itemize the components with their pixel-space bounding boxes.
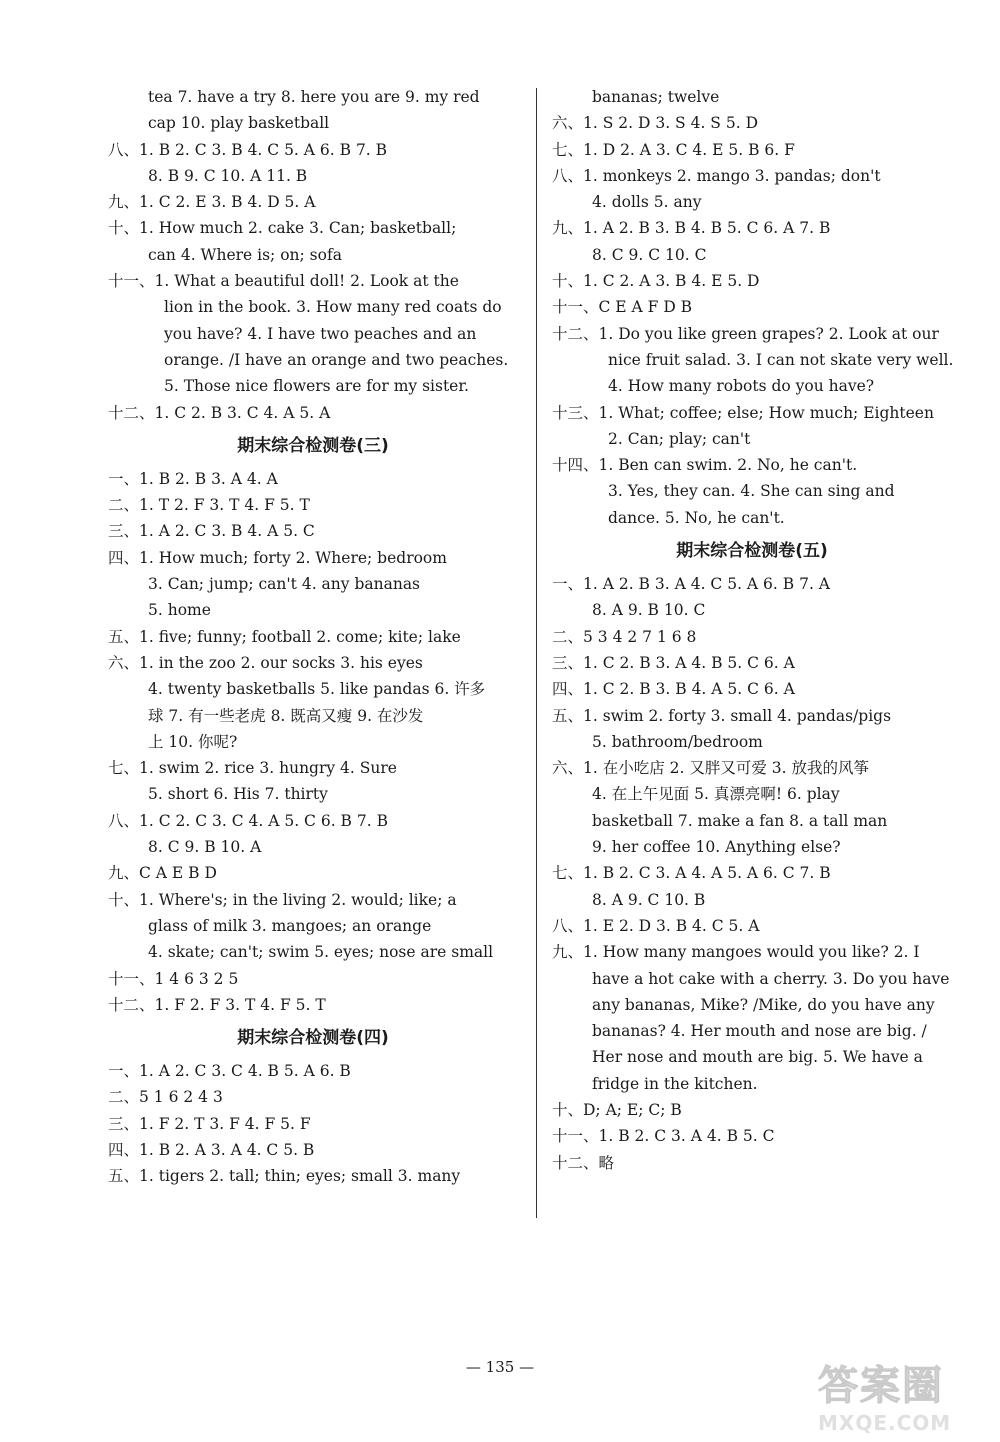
- answer-line: fridge in the kitchen.: [592, 1074, 758, 1093]
- answer-line: 8. A 9. C 10. B: [592, 890, 706, 909]
- answer-line: have a hot cake with a cherry. 3. Do you have: [592, 969, 950, 988]
- answer-line: 五、1. tigers 2. tall; thin; eyes; small 3. many: [108, 1167, 461, 1186]
- answer-line: 五、1. five; funny; football 2. come; kite; lake: [108, 627, 461, 646]
- answer-line: 一、1. A 2. C 3. C 4. B 5. A 6. B: [108, 1062, 351, 1081]
- watermark-chinese: 答案圈: [818, 1363, 944, 1409]
- answer-line: basketball 7. make a fan 8. a tall man: [592, 811, 888, 830]
- answer-line: 二、5 1 6 2 4 3: [108, 1088, 223, 1107]
- column-divider: [536, 88, 537, 1218]
- answer-line: 5. Those nice flowers are for my sister.: [164, 377, 469, 396]
- answer-line: 9. her coffee 10. Anything else?: [592, 838, 841, 857]
- watermark-logo: [818, 1354, 988, 1435]
- answer-line: lion in the book. 3. How many red coats do: [164, 298, 502, 317]
- answer-line: 4. twenty basketballs 5. like pandas 6. 许多: [148, 680, 486, 699]
- answer-line: 十三、1. What; coffee; else; How much; Eighteen: [552, 403, 934, 422]
- answer-line: 二、5 3 4 2 7 1 6 8: [552, 627, 697, 646]
- answer-line: 十一、1. B 2. C 3. A 4. B 5. C: [552, 1127, 775, 1146]
- answer-line: 4. dolls 5. any: [592, 193, 702, 212]
- answer-line: 六、1. in the zoo 2. our socks 3. his eyes: [108, 653, 423, 672]
- answer-line: 8. C 9. B 10. A: [148, 838, 262, 857]
- answer-line: 六、1. 在小吃店 2. 又胖又可爱 3. 放我的风筝: [552, 759, 870, 778]
- answer-line: 八、1. E 2. D 3. B 4. C 5. A: [552, 916, 760, 935]
- answer-line: 十一、1 4 6 3 2 5: [108, 969, 239, 988]
- answer-line: 二、1. T 2. F 3. T 4. F 5. T: [108, 496, 310, 515]
- answer-line: Her nose and mouth are big. 5. We have a: [592, 1048, 923, 1067]
- answer-line: 4. 在上午见面 5. 真漂亮啊! 6. play: [592, 785, 840, 804]
- answer-line: 十二、1. Do you like green grapes? 2. Look at our: [552, 324, 939, 343]
- answer-line: 九、C A E B D: [108, 864, 217, 883]
- answer-line: 八、1. B 2. C 3. B 4. C 5. A 6. B 7. B: [108, 140, 388, 159]
- answer-line: 5. home: [148, 601, 211, 620]
- answer-line: 七、1. D 2. A 3. C 4. E 5. B 6. F: [552, 140, 795, 159]
- answer-line: 2. Can; play; can't: [608, 429, 751, 448]
- answer-line: 十二、1. F 2. F 3. T 4. F 5. T: [108, 995, 326, 1014]
- answer-line: cap 10. play basketball: [148, 114, 330, 133]
- answer-line: 十二、1. C 2. B 3. C 4. A 5. A: [108, 403, 331, 422]
- answer-line: 一、1. B 2. B 3. A 4. A: [108, 469, 278, 488]
- answer-line: 六、1. S 2. D 3. S 4. S 5. D: [552, 114, 758, 133]
- answer-line: 八、1. C 2. C 3. C 4. A 5. C 6. B 7. B: [108, 811, 388, 830]
- answer-line: 四、1. How much; forty 2. Where; bedroom: [108, 548, 447, 567]
- answer-line: 4. How many robots do you have?: [608, 377, 875, 396]
- answer-line: 3. Yes, they can. 4. She can sing and: [608, 482, 895, 501]
- answer-line: 十、1. Where's; in the living 2. would; like; a: [108, 890, 457, 909]
- answer-line: 十、1. C 2. A 3. B 4. E 5. D: [552, 272, 760, 291]
- answer-line: 十二、略: [552, 1153, 615, 1172]
- answer-line: 三、1. F 2. T 3. F 4. F 5. F: [108, 1114, 311, 1133]
- answer-line: you have? 4. I have two peaches and an: [164, 324, 477, 343]
- answer-line: 8. C 9. C 10. C: [592, 245, 707, 264]
- answer-line: 五、1. swim 2. forty 3. small 4. pandas/pigs: [552, 706, 892, 725]
- answer-line: 四、1. C 2. B 3. B 4. A 5. C 6. A: [552, 680, 795, 699]
- answer-line: 十一、C E A F D B: [552, 298, 693, 317]
- answer-line: 十、1. How much 2. cake 3. Can; basketball;: [108, 219, 457, 238]
- answer-line: 七、1. swim 2. rice 3. hungry 4. Sure: [108, 759, 397, 778]
- answer-line: orange. /I have an orange and two peaches.: [164, 350, 509, 369]
- answer-line: 三、1. C 2. B 3. A 4. B 5. C 6. A: [552, 653, 795, 672]
- left-column: [108, 84, 518, 1190]
- answer-line: 十、D; A; E; C; B: [552, 1100, 682, 1119]
- answer-line: 十四、1. Ben can swim. 2. No, he can't.: [552, 456, 858, 475]
- section-heading: 期末综合检测卷(三): [237, 435, 389, 456]
- answer-line: glass of milk 3. mangoes; an orange: [148, 916, 432, 935]
- answer-line: 4. skate; can't; swim 5. eyes; nose are small: [148, 943, 494, 962]
- answer-line: nice fruit salad. 3. I can not skate very well.: [608, 350, 954, 369]
- answer-line: 8. B 9. C 10. A 11. B: [148, 166, 308, 185]
- answer-line: can 4. Where is; on; sofa: [148, 245, 342, 264]
- answer-line: 十一、1. What a beautiful doll! 2. Look at the: [108, 272, 459, 291]
- right-column: [552, 84, 952, 1176]
- answer-line: bananas; twelve: [592, 88, 720, 106]
- answer-line: dance. 5. No, he can't.: [608, 508, 785, 527]
- answer-line: 5. short 6. His 7. thirty: [148, 785, 328, 804]
- answer-line: 四、1. B 2. A 3. A 4. C 5. B: [108, 1140, 315, 1159]
- answer-line: 一、1. A 2. B 3. A 4. C 5. A 6. B 7. A: [552, 575, 830, 594]
- answer-line: 八、1. monkeys 2. mango 3. pandas; don't: [552, 166, 881, 185]
- watermark-english: MXQE.COM: [818, 1411, 952, 1435]
- answer-line: 上 10. 你呢?: [148, 732, 238, 751]
- answer-line: any bananas, Mike? /Mike, do you have any: [592, 995, 935, 1014]
- answer-line: 九、1. How many mangoes would you like? 2. I: [552, 943, 920, 962]
- answer-line: 5. bathroom/bedroom: [592, 732, 763, 751]
- answer-line: 七、1. B 2. C 3. A 4. A 5. A 6. C 7. B: [552, 864, 831, 883]
- answer-line: 球 7. 有一些老虎 8. 既高又瘦 9. 在沙发: [148, 706, 424, 725]
- section-heading: 期末综合检测卷(四): [237, 1028, 389, 1049]
- answer-line: 九、1. C 2. E 3. B 4. D 5. A: [108, 193, 316, 212]
- answer-line: tea 7. have a try 8. here you are 9. my red: [148, 88, 480, 106]
- answer-line: bananas? 4. Her mouth and nose are big. /: [592, 1022, 927, 1041]
- answer-line: 三、1. A 2. C 3. B 4. A 5. C: [108, 522, 315, 541]
- answer-line: 九、1. A 2. B 3. B 4. B 5. C 6. A 7. B: [552, 219, 831, 238]
- section-heading: 期末综合检测卷(五): [676, 541, 828, 562]
- page-number: — 135 —: [465, 1358, 535, 1376]
- answer-line: 8. A 9. B 10. C: [592, 601, 706, 620]
- answer-line: 3. Can; jump; can't 4. any bananas: [148, 575, 421, 594]
